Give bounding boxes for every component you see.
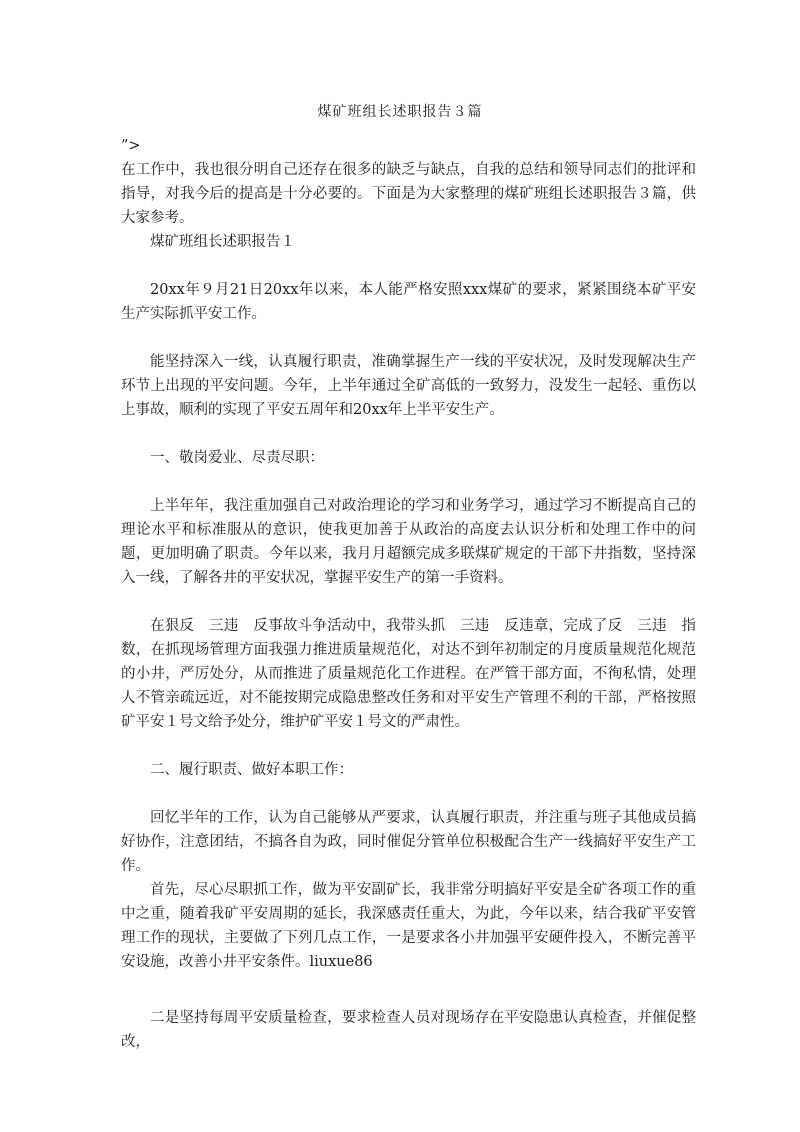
paragraph: 首先，尽心尽职抓工作，做为平安副矿长，我非常分明搞好平安是全矿各项工作的重中之重，随着我矿平安周期的延长，我深感责任重大，为此，今年以来，结合我矿平安管理工作的现状，主要做了下列几点工作，一是要求各小井加强平安硬件投入，不断完善平安设施，改善小井平安条件。liuxue86 bbox=[121, 882, 696, 970]
paragraph: 20xx年９月21日20xx年以来，本人能严格安照xxx煤矿的要求，紧紧围绕本矿平安生产实际抓平安工作。 bbox=[121, 282, 696, 322]
paragraph: 在狠反 三违 反事故斗争活动中，我带头抓 三违 反违章，完成了反 三违 指数，在抓现场管理方面我强力推进质量规范化，对达不到年初制定的月度质量规范化规范的小井，严厉处分，从而推进了质量规范化工作进程。在严管干部方面，不徇私情，处理人不管亲疏远近，对不能按期完成隐患整改任务和对平安生产管理不利的干部，严格按照矿平安１号文给予处分，维护矿平安１号文的严肃性。 bbox=[121, 618, 696, 730]
report-heading: 煤矿班组长述职报告１ bbox=[150, 234, 295, 250]
paragraph: 二是坚持每周平安质量检查，要求检查人员对现场存在平安隐患认真检查，并催促整改， bbox=[121, 1010, 696, 1050]
intro-paragraph: 在工作中，我也很分明自己还存在很多的缺乏与缺点，自我的总结和领导同志们的批评和指导，对我今后的提高是十分必要的。下面是为大家整理的煤矿班组长述职报告３篇，供大家参考。 bbox=[121, 162, 696, 226]
section-heading: 一、敬岗爱业、尽责尽职： bbox=[150, 450, 324, 466]
section-heading: 二、履行职责、做好本职工作： bbox=[150, 762, 353, 778]
paragraph: 能坚持深入一线，认真履行职责，准确掌握生产一线的平安状况，及时发现解决生产环节上出现的平安问题。今年，上半年通过全矿高低的一致努力，没发生一起轻、重伤以上事故，顺利的实现了平安五周年和20xx年上半平安生产。 bbox=[121, 354, 696, 418]
document-title: 煤矿班组长述职报告３篇 bbox=[317, 104, 483, 120]
paragraph: 回忆半年的工作，认为自己能够从严要求，认真履行职责，并注重与班子其他成员搞好协作，注意团结，不搞各自为政，同时催促分管单位积极配合生产一线搞好平安生产工作。 bbox=[121, 810, 696, 874]
paragraph: 上半年年，我注重加强自己对政治理论的学习和业务学习，通过学习不断提高自己的理论水平和标准服从的意识，使我更加善于从政治的高度去认识分析和处理工作中的问题，更加明确了职责。今年以来，我月月超额完成多联煤矿规定的干部下井指数，坚持深入一线，了解各井的平安状况，掌握平安生产的第一手资料。 bbox=[121, 498, 696, 586]
stray-markup-text: ”> bbox=[121, 138, 141, 154]
